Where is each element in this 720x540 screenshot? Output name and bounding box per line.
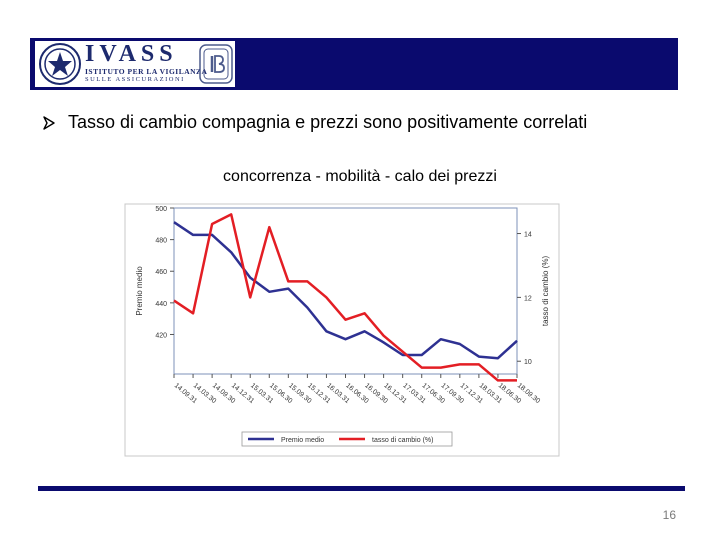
y2-axis-label: tasso di cambio (%) bbox=[541, 255, 550, 327]
y2-tick-label: 10 bbox=[524, 359, 532, 367]
chart-frame bbox=[125, 204, 559, 456]
y-tick-label: 420 bbox=[155, 332, 167, 340]
x-tick-label: 17.09.30 bbox=[439, 382, 465, 406]
line-chart bbox=[124, 200, 560, 458]
y-tick-label: 440 bbox=[155, 300, 167, 308]
logo-text bbox=[85, 41, 207, 84]
x-tick-label: 17.12.31 bbox=[458, 382, 484, 406]
logo-line1: ISTITUTO PER LA VIGILANZA bbox=[85, 67, 208, 76]
italian-emblem-icon bbox=[38, 42, 82, 86]
x-tick-label: 16.03.31 bbox=[325, 382, 351, 406]
x-tick-label: 16.09.30 bbox=[363, 382, 389, 406]
x-tick-label: 16.12.31 bbox=[382, 382, 408, 406]
arrow-bullet-icon bbox=[42, 116, 56, 130]
y-axis-label: Premio medio bbox=[135, 266, 144, 316]
ivass-logo bbox=[35, 41, 235, 87]
bank-seal-icon bbox=[199, 44, 233, 84]
legend-label: Premio medio bbox=[281, 437, 325, 444]
x-tick-label: 17.06.30 bbox=[420, 382, 446, 406]
chart-svg bbox=[124, 200, 560, 458]
x-tick-label: 18.03.31 bbox=[477, 382, 503, 406]
bullet-item bbox=[42, 112, 587, 133]
y-tick-label: 500 bbox=[155, 206, 167, 213]
x-tick-label: 15.12.31 bbox=[306, 382, 332, 406]
y2-tick-label: 12 bbox=[524, 295, 532, 303]
x-tick-label: 17.03.31 bbox=[401, 382, 427, 406]
logo-name: IVASS bbox=[85, 41, 178, 67]
x-tick-label: 14.09.31 bbox=[172, 382, 199, 406]
legend-label: tasso di cambio (%) bbox=[372, 437, 434, 444]
x-tick-label: 15.03.31 bbox=[248, 382, 275, 406]
x-tick-label: 15.06.30 bbox=[267, 382, 294, 406]
x-tick-label: 14.12.31 bbox=[229, 382, 256, 406]
y2-tick-label: 14 bbox=[524, 231, 532, 239]
y-tick-label: 460 bbox=[155, 269, 167, 277]
x-tick-label: 18.09.30 bbox=[515, 382, 542, 406]
x-tick-label: 18.06.30 bbox=[496, 382, 523, 406]
logo-line2: SULLE ASSICURAZIONI bbox=[85, 76, 185, 83]
x-tick-label: 15.09.30 bbox=[287, 382, 313, 406]
x-tick-label: 14.09.30 bbox=[210, 382, 237, 406]
slide-subtitle: concorrenza - mobilità - calo dei prezzi bbox=[223, 168, 497, 185]
y-tick-label: 480 bbox=[155, 237, 167, 245]
page-number: 16 bbox=[662, 508, 676, 522]
bullet-text: Tasso di cambio compagnia e prezzi sono positivamente correlati bbox=[68, 112, 588, 132]
x-tick-label: 16.06.30 bbox=[344, 382, 370, 406]
x-tick-label: 14.03.30 bbox=[191, 382, 218, 406]
footer-bar bbox=[38, 486, 685, 491]
